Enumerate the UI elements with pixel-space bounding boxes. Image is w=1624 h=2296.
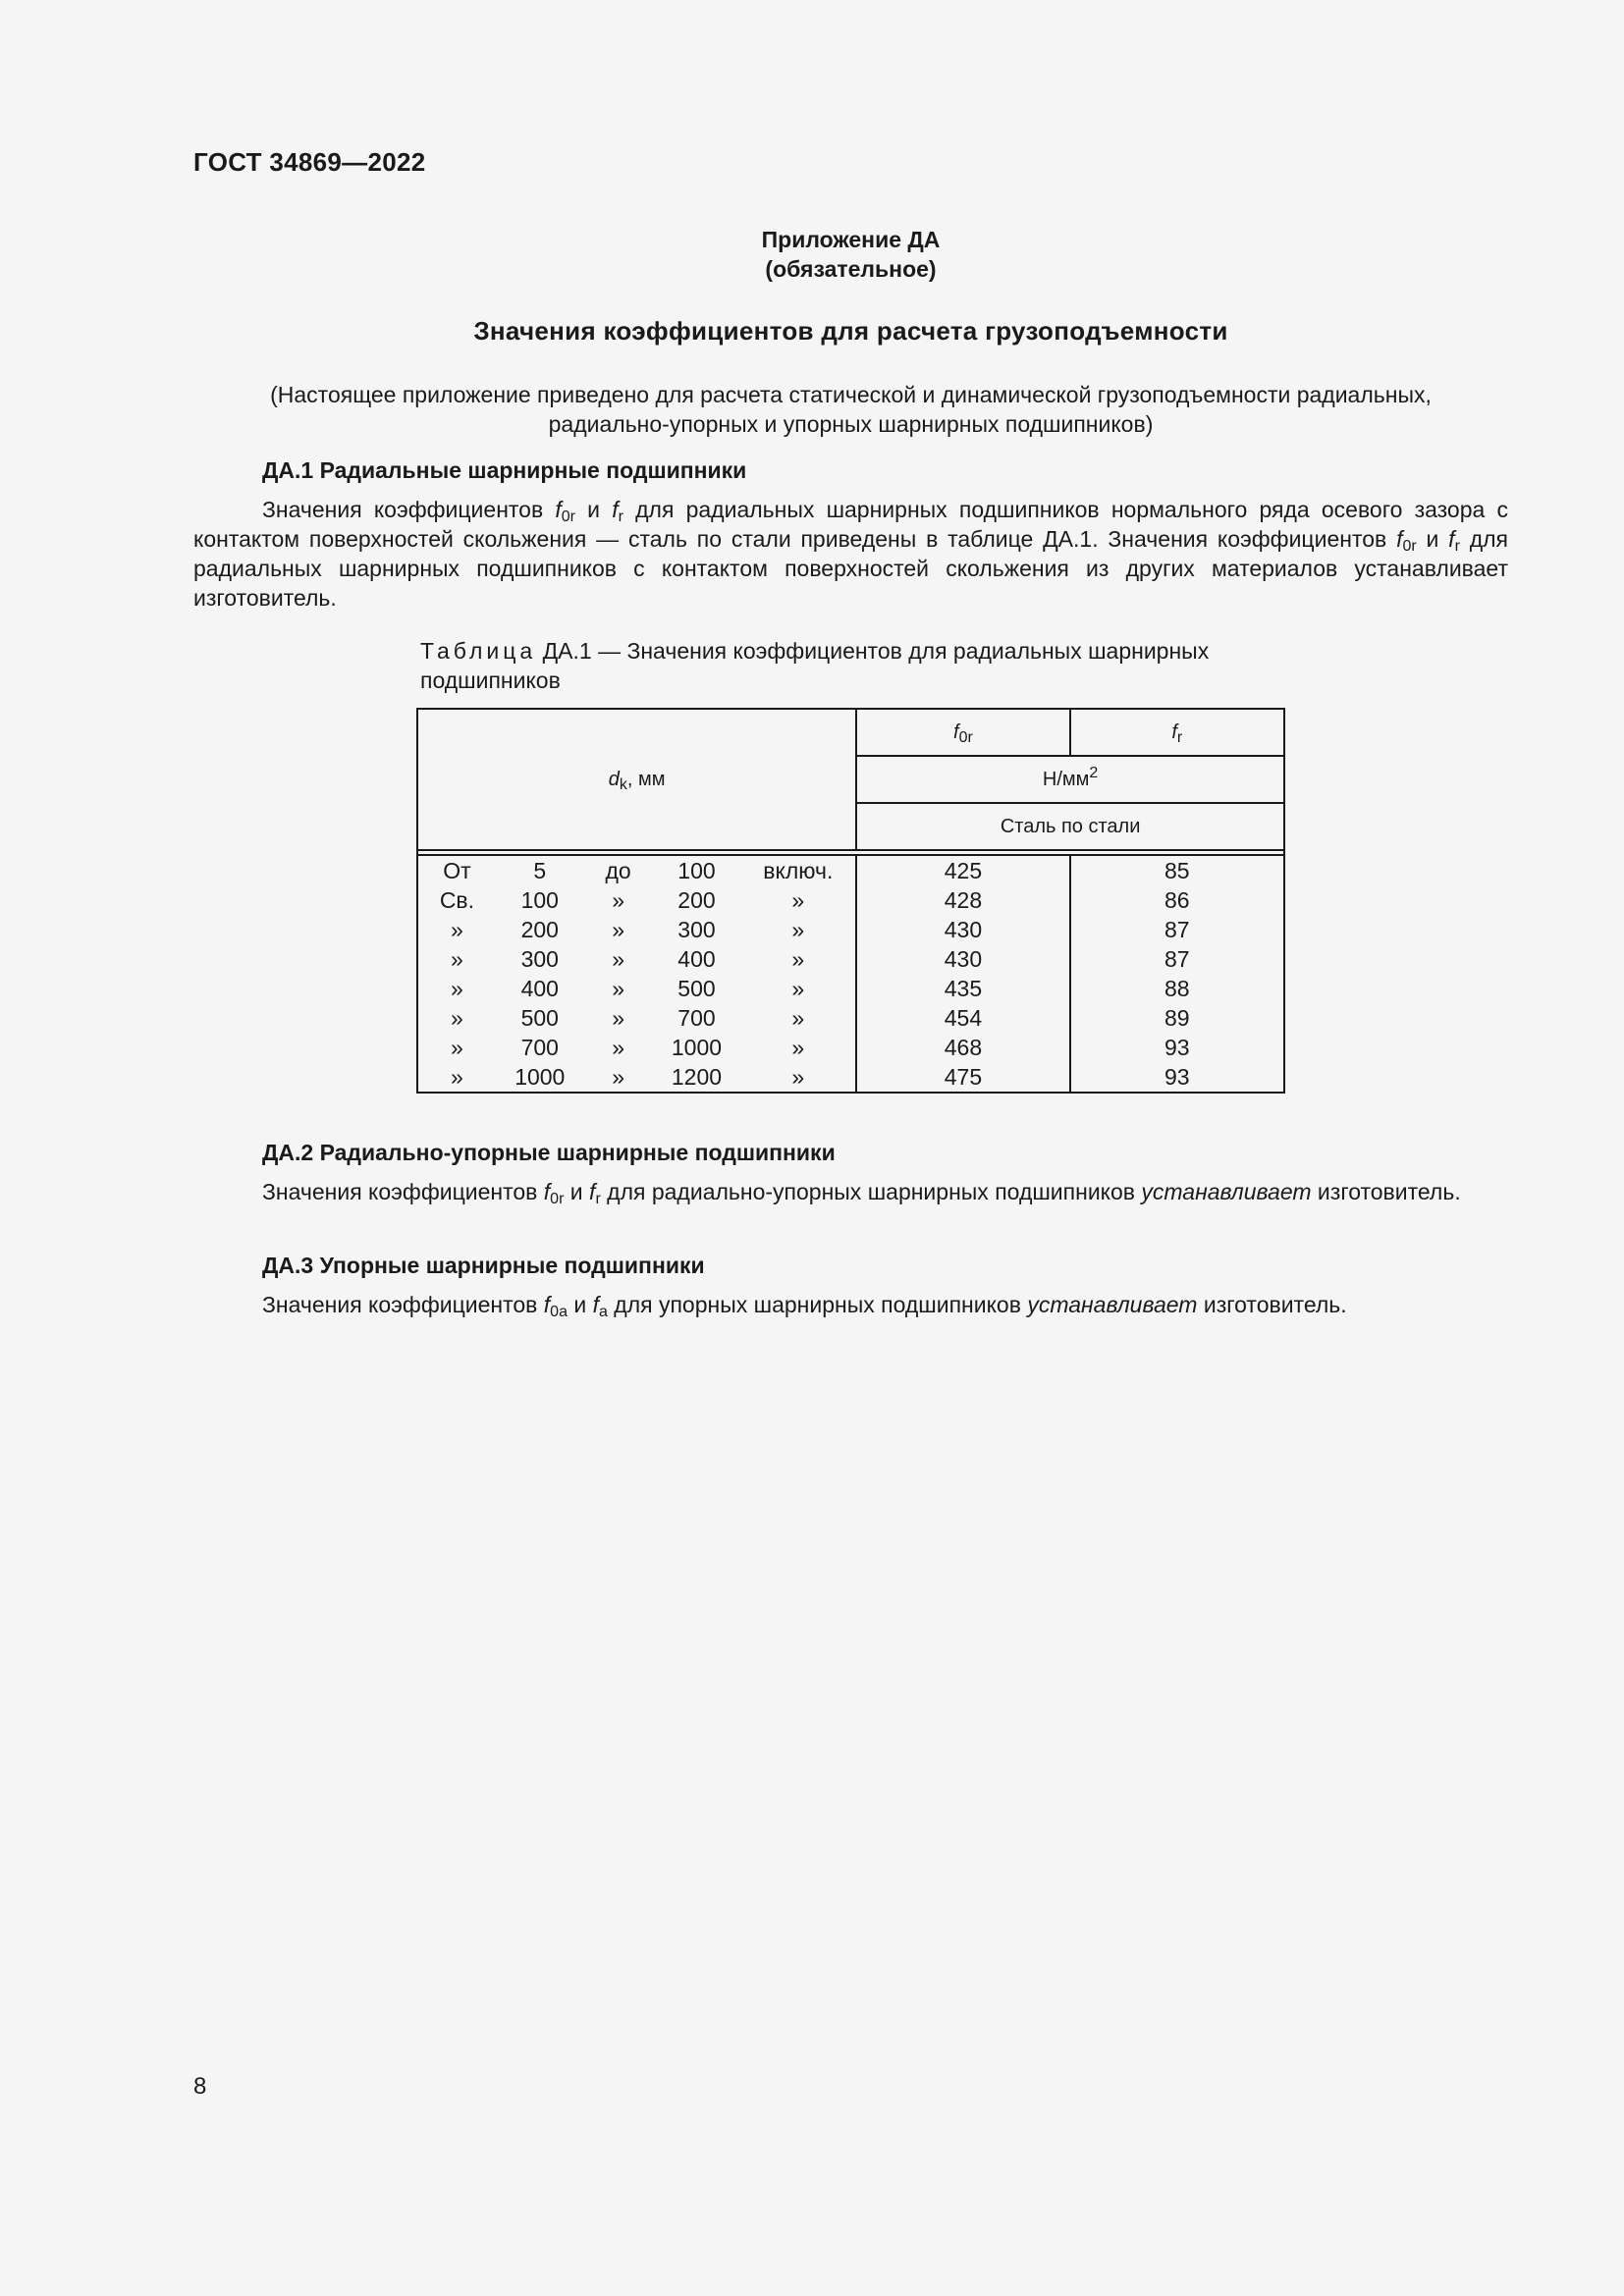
table-row xyxy=(417,1003,1284,1033)
table-row xyxy=(417,885,1284,915)
section-2-paragraph: Значения коэффициентов $f_{0r}$ и $f_r$ для радиально-упорных шарнирных подшипников устанавливает изготовитель. xyxy=(262,1179,1461,1207)
row-prefix: » xyxy=(451,1035,463,1060)
caption-text: ДА.1 — Значения коэффициентов для радиальных шарнирных подшипников xyxy=(420,638,1210,693)
row-suffix: » xyxy=(740,885,856,915)
table-row xyxy=(417,974,1284,1003)
row-connector: » xyxy=(612,976,625,1001)
row-to: 1200 xyxy=(671,1064,723,1090)
section-3-paragraph: Значения коэффициентов $f_{0a}$ и $f_a$ для упорных шарнирных подшипников устанавливает изготовитель. xyxy=(262,1292,1347,1320)
appendix-title xyxy=(193,225,1508,284)
row-connector: » xyxy=(612,1064,625,1090)
section-1-heading: ДА.1 Радиальные шарнирные подшипники xyxy=(262,457,747,483)
row-to: 500 xyxy=(677,976,716,1001)
row-suffix: » xyxy=(740,944,856,974)
table-row xyxy=(417,1033,1284,1062)
appendix-status: (обязательное) xyxy=(765,256,937,282)
row-prefix: » xyxy=(451,917,463,942)
row-from: 5 xyxy=(533,858,547,883)
row-suffix: включ. xyxy=(740,855,856,885)
table-row xyxy=(417,855,1284,885)
row-fr-value: 93 xyxy=(1164,1035,1190,1060)
row-from: 100 xyxy=(520,887,559,913)
row-connector: » xyxy=(612,1035,625,1060)
row-from: 500 xyxy=(520,1005,559,1031)
row-to: 1000 xyxy=(671,1035,723,1060)
page-number: 8 xyxy=(193,2073,207,2100)
row-f0r-value: 468 xyxy=(856,1033,1069,1062)
row-to: 700 xyxy=(677,1005,716,1031)
row-fr-value: 89 xyxy=(1164,1005,1190,1031)
section-1-paragraph: Значения коэффициентов $f_{0r}$ и $f_r$ для радиальных шарнирных подшипников нормального ряда осевого зазора с контактом поверхностей скольжения — сталь по стали приведены в таблице ДА.1. Значения коэффициентов $f_{0r}$ и $f_r$ для радиальных шарнирных подшипников с контактом поверхностей скольжения из других материалов устанавливает изготовитель. xyxy=(193,497,1509,611)
row-suffix: » xyxy=(740,1033,856,1062)
row-to: 400 xyxy=(677,946,716,972)
row-f0r-value: 435 xyxy=(856,974,1069,1003)
row-f0r-value: 475 xyxy=(856,1062,1069,1093)
row-suffix: » xyxy=(740,1062,856,1093)
row-connector: » xyxy=(612,1005,625,1031)
row-connector: » xyxy=(612,946,625,972)
row-fr-value: 93 xyxy=(1164,1064,1190,1090)
table-row xyxy=(417,944,1284,974)
standard-code: ГОСТ 34869—2022 xyxy=(193,147,426,177)
row-f0r-value: 430 xyxy=(856,915,1069,944)
table-row xyxy=(417,1062,1284,1093)
row-connector: до xyxy=(605,858,631,883)
row-prefix: » xyxy=(451,1005,463,1031)
intro-line-1: (Настоящее приложение приведено для расчета статической и динамической грузоподъемности радиальных, xyxy=(270,382,1432,407)
row-to: 200 xyxy=(677,887,716,913)
caption-label: Таблица xyxy=(420,638,537,664)
row-fr-value: 88 xyxy=(1164,976,1190,1001)
row-suffix: » xyxy=(740,1003,856,1033)
row-f0r-value: 430 xyxy=(856,944,1069,974)
header-material: Сталь по стали xyxy=(856,803,1284,850)
row-from: 700 xyxy=(520,1035,559,1060)
row-fr-value: 87 xyxy=(1164,946,1190,972)
table-caption xyxy=(420,636,1324,695)
row-prefix: От xyxy=(443,858,471,883)
table-row xyxy=(417,915,1284,944)
section-2-heading: ДА.2 Радиально-упорные шарнирные подшипники xyxy=(262,1140,836,1165)
row-fr-value: 87 xyxy=(1164,917,1190,942)
row-from: 1000 xyxy=(514,1064,566,1090)
row-connector: » xyxy=(612,887,625,913)
row-fr-value: 86 xyxy=(1164,887,1190,913)
appendix-label: Приложение ДА xyxy=(761,227,941,252)
row-prefix: » xyxy=(451,946,463,972)
row-f0r-value: 428 xyxy=(856,885,1069,915)
row-to: 300 xyxy=(677,917,716,942)
intro-line-2: радиально-упорных и упорных шарнирных подшипников) xyxy=(548,411,1154,437)
header-dk: $d_k$, мм xyxy=(417,709,856,850)
header-unit: $Н/мм^2$ xyxy=(856,756,1284,803)
header-fr: $f_r$ xyxy=(1070,709,1284,756)
row-f0r-value: 454 xyxy=(856,1003,1069,1033)
row-prefix: Св. xyxy=(439,887,475,913)
row-f0r-value: 425 xyxy=(856,855,1069,885)
row-suffix: » xyxy=(740,915,856,944)
row-from: 300 xyxy=(520,946,559,972)
row-connector: » xyxy=(612,917,625,942)
row-suffix: » xyxy=(740,974,856,1003)
row-from: 400 xyxy=(520,976,559,1001)
coefficients-table xyxy=(416,708,1285,1094)
appendix-heading: Значения коэффициентов для расчета грузоподъемности xyxy=(473,316,1228,346)
row-prefix: » xyxy=(451,1064,463,1090)
table-body xyxy=(417,855,1284,1093)
row-from: 200 xyxy=(520,917,559,942)
row-prefix: » xyxy=(451,976,463,1001)
section-3-heading: ДА.3 Упорные шарнирные подшипники xyxy=(262,1253,705,1278)
row-fr-value: 85 xyxy=(1164,858,1190,883)
appendix-intro xyxy=(193,380,1508,439)
header-f0r: $f_{0r}$ xyxy=(856,709,1069,756)
row-to: 100 xyxy=(677,858,716,883)
